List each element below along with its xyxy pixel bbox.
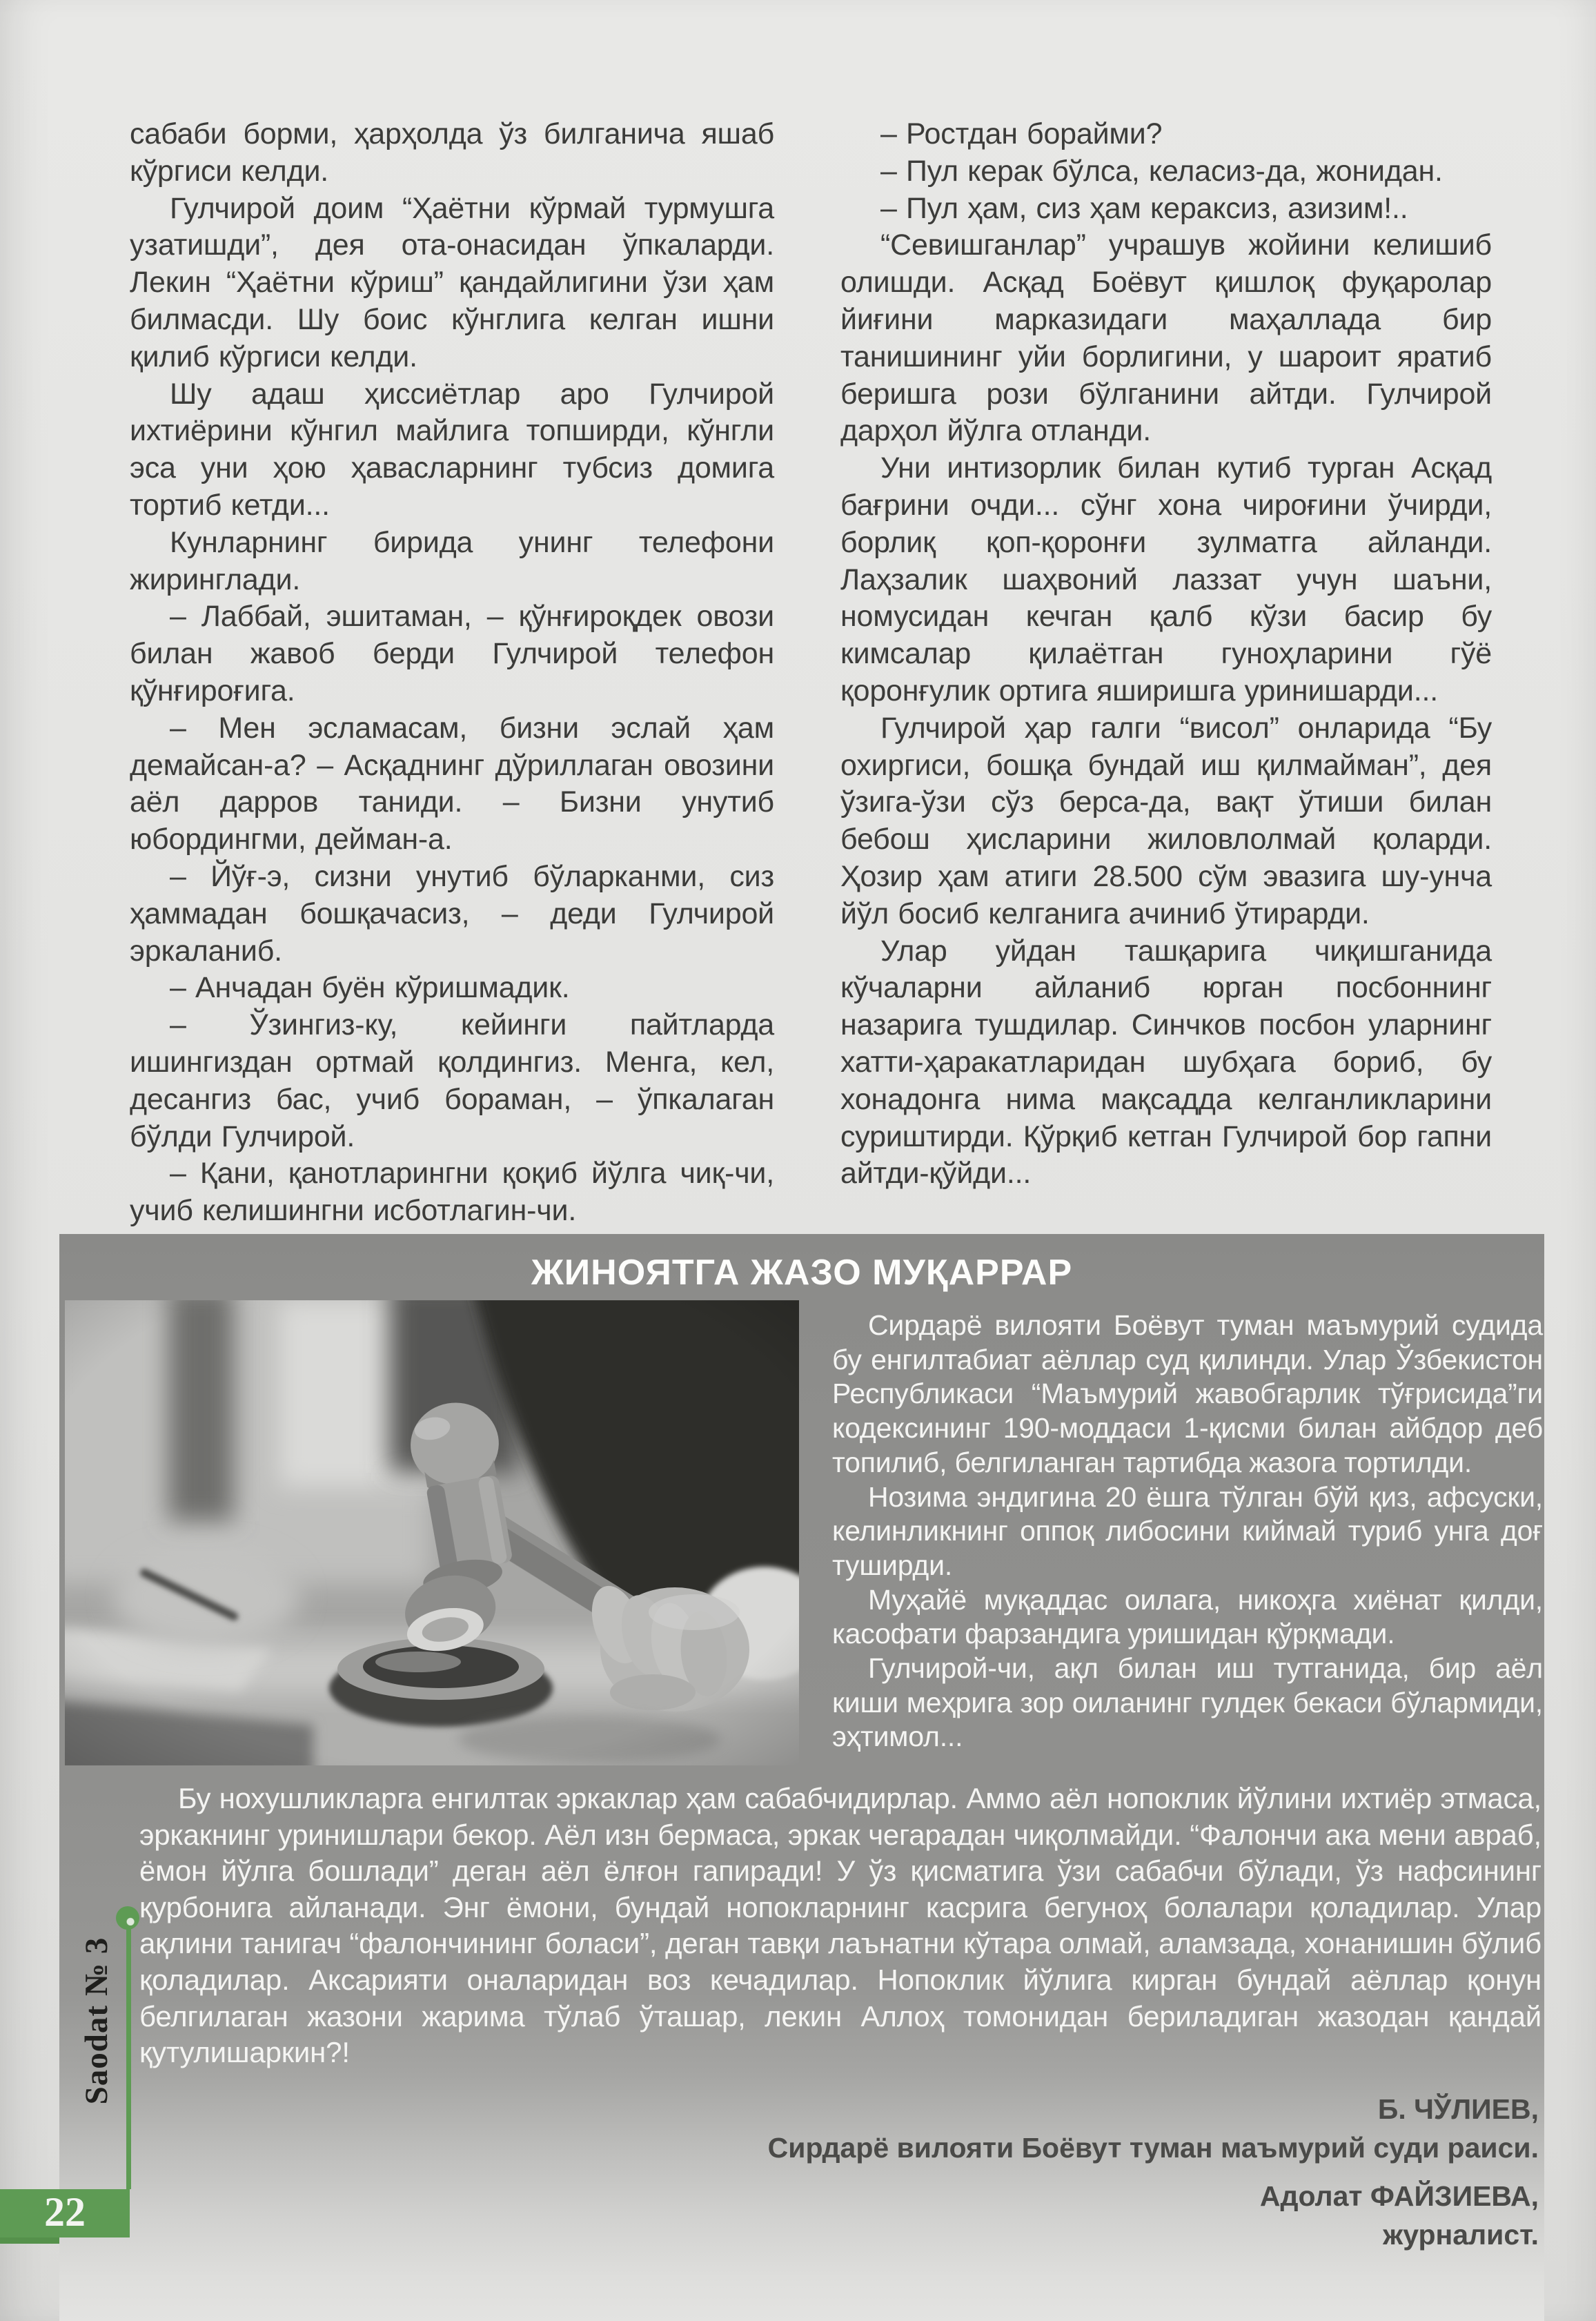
paragraph: – Йўғ-э, сизни унутиб бўларканми, сиз ҳаммадан бошқачасиз, – деди Гулчирой эркаланиб.: [130, 859, 774, 968]
paragraph: – Ростдан борайми?: [880, 117, 1163, 150]
paragraph: Нозима эндигина 20 ёшга тўлган бўй қиз, афсуски, келинликнинг оппоқ либосини киймай туриб унга доғ туширди.: [832, 1480, 1543, 1581]
paragraph: – Ўзингиз-ку, кейинги пайтларда ишингиздан ортмай қолдингиз. Менга, кел, десангиз бас, учиб бораман, – ўпкалаган бўлди Гулчирой.: [130, 1008, 774, 1153]
feature-body: [139, 1781, 1541, 2071]
signature-role: Сирдарё вилояти Боёвут туман маъмурий суди раиси.: [767, 2132, 1539, 2164]
paragraph: – Қани, қанотларингни қоқиб йўлга чиқ-чи, учиб келишингни исботлагин-чи.: [130, 1157, 774, 1228]
paragraph: Шу адаш ҳиссиётлар аро Гулчирой ихтиёрини кўнгил майлига топширди, кўнгли эса уни ҳою ҳавасларнинг тубсиз домига тортиб кетди...: [130, 377, 774, 522]
paragraph: Гулчирой ҳар галги “висол” онларида “Бу охиргиси, бошқа бундай иш қилмайман”, дея ўзига-ўзи сўз берса-да, вақт ўтиши билан бебош ҳисларини жиловлолмай қоларди. Ҳозир ҳам атиги 28.500 сўм эвазига шу-унча йўл босиб келганига ачиниб ўтирарди.: [840, 711, 1492, 930]
signature-role: журналист.: [1383, 2219, 1539, 2251]
paragraph: – Пул ҳам, сиз ҳам кераксиз, азизим!..: [880, 191, 1408, 225]
paragraph: Гулчирой-чи, ақл билан иш тутганида, бир аёл киши меҳрига зор оиланинг гулдек бекаси бўлармиди, эҳтимол...: [832, 1652, 1543, 1753]
paragraph: сабаби борми, ҳарҳолда ўз билганича яшаб кўргиси келди.: [130, 117, 774, 188]
feature-intro: [832, 1309, 1543, 1754]
page-number-band: [0, 2189, 130, 2237]
signature-block: [504, 2090, 1539, 2254]
paragraph: Бу нохушликларга енгилтак эркаклар ҳам сабабчидирлар. Аммо аёл нопоклик йўлини ихтиёр этмаса, эркакнинг уринишлари бекор. Аёл изн бермаса, эркак чегарадан чиқолмайди. “Фалончи ака мени авраб, ёмон йўлга бошлади” деган аёл ёлғон гапиради! У ўз қисматига ўзи сабабчи бўлади, ўз нафсининг қурбонига айланади. Энг ёмони, бундай нопокларнинг касрига бегуноҳ болалари қоладилар. Улар ақлини танигач “фалончининг боласи”, деган тавқи лаънатни кўтара олмай, аламзада, хонанишин бўлиб қоладилар. Аксарияти оналаридан воз кечадилар. Нопоклик йўлига кирган бундай аёллар қонун белгилаган жазони жарима тўлаб ўташар, лекин Аллоҳ томонидан бериладиган жазодан қандай қутулишаркин?!: [139, 1782, 1541, 2069]
feature-title: ЖИНОЯТГА ЖАЗО МУҚАРРАР: [531, 1253, 1073, 1293]
green-rule: [126, 1926, 131, 2189]
paragraph: – Мен эсламасам, бизни эслай ҳам демайсан-а? – Асқаднинг дўриллаган овозини аёл дарров таниди. – Бизни унутиб юбордингми, дейман-а.: [130, 711, 774, 856]
paragraph: – Лаббай, эшитаман, – қўнғироқдек овози билан жавоб берди Гулчирой телефон қўнғироғига.: [130, 600, 774, 707]
paragraph: Уни интизорлик билан кутиб турган Асқад бағрини очди... сўнг хона чироғини ўчирди, борлиқ қоп-қоронғи зулматга айланди. Лаҳзалик шаҳвоний лаззат учун шаъни, номусидан кечган қалб кўзи басир бу кимсалар қилаётган гуноҳларини гўё қоронғулик ортига яширишга уринишарди...: [840, 451, 1492, 707]
feature-section: [59, 1234, 1544, 2321]
signature-name: Б. ЧЎЛИЕВ,: [1377, 2093, 1539, 2125]
courtroom-photo: [65, 1300, 799, 1765]
paragraph: Сирдарё вилояти Боёвут туман маъмурий судида бу енгилтабиат аёллар суд қилинди. Улар Ўзбекистон Республикаси “Маъмурий жавобгарлик тўғрисида”ги кодексининг 190-моддаси 1-қисми билан айбдор деб топилиб, белгиланган тартибда жазога тортилди.: [832, 1309, 1543, 1478]
paragraph: Гулчирой доим “Ҳаётни кўрмай турмушга узатишди”, дея ота-онасидан ўпкаларди. Лекин “Ҳаётни кўриш” қандайлигини ўзи ҳам билмасди. Шу боис кўнглига келган ишни қилиб кўргиси келди.: [130, 191, 774, 373]
right-column: [840, 116, 1492, 1193]
paragraph: Муҳайё муқаддас оилага, никоҳга хиёнат қилди, касофати фарзандига уришидан қўрқмади.: [832, 1583, 1543, 1650]
page-number: 22: [44, 2189, 86, 2235]
paragraph: Улар уйдан ташқарига чиқишганида кўчаларни айланиб юрган посбоннинг назарига тушдилар. Синчков посбон уларнинг хатти-ҳаракатларидан шубҳага бориб, бу хонадонга нима мақсадда келганликларини суриштирди. Қўрқиб кетган Гулчирой бор гапни айтди-қўйди...: [840, 934, 1492, 1191]
paragraph: “Севишганлар” учрашув жойини келишиб олишди. Асқад Боёвут қишлоқ фуқаролар йиғини марказидаги маҳаллада бир танишининг уйи борлигини, у шароит яратиб беришга рози бўлганини айтди. Гулчирой дарҳол йўлга отланди.: [840, 228, 1492, 448]
paragraph: – Анчадан буён кўришмадик.: [170, 971, 570, 1005]
paragraph: Кунларнинг бирида унинг телефони жиринглади.: [130, 525, 774, 596]
magazine-brand: Saodat № 3: [79, 1937, 115, 2105]
green-rule-small: [0, 2237, 59, 2244]
paragraph: – Пул керак бўлса, келасиз-да, жонидан.: [880, 154, 1443, 188]
gavel-photo-illustration: [65, 1300, 799, 1765]
signature-name: Адолат ФАЙЗИЕВА,: [1259, 2180, 1539, 2212]
left-column: [130, 116, 774, 1230]
